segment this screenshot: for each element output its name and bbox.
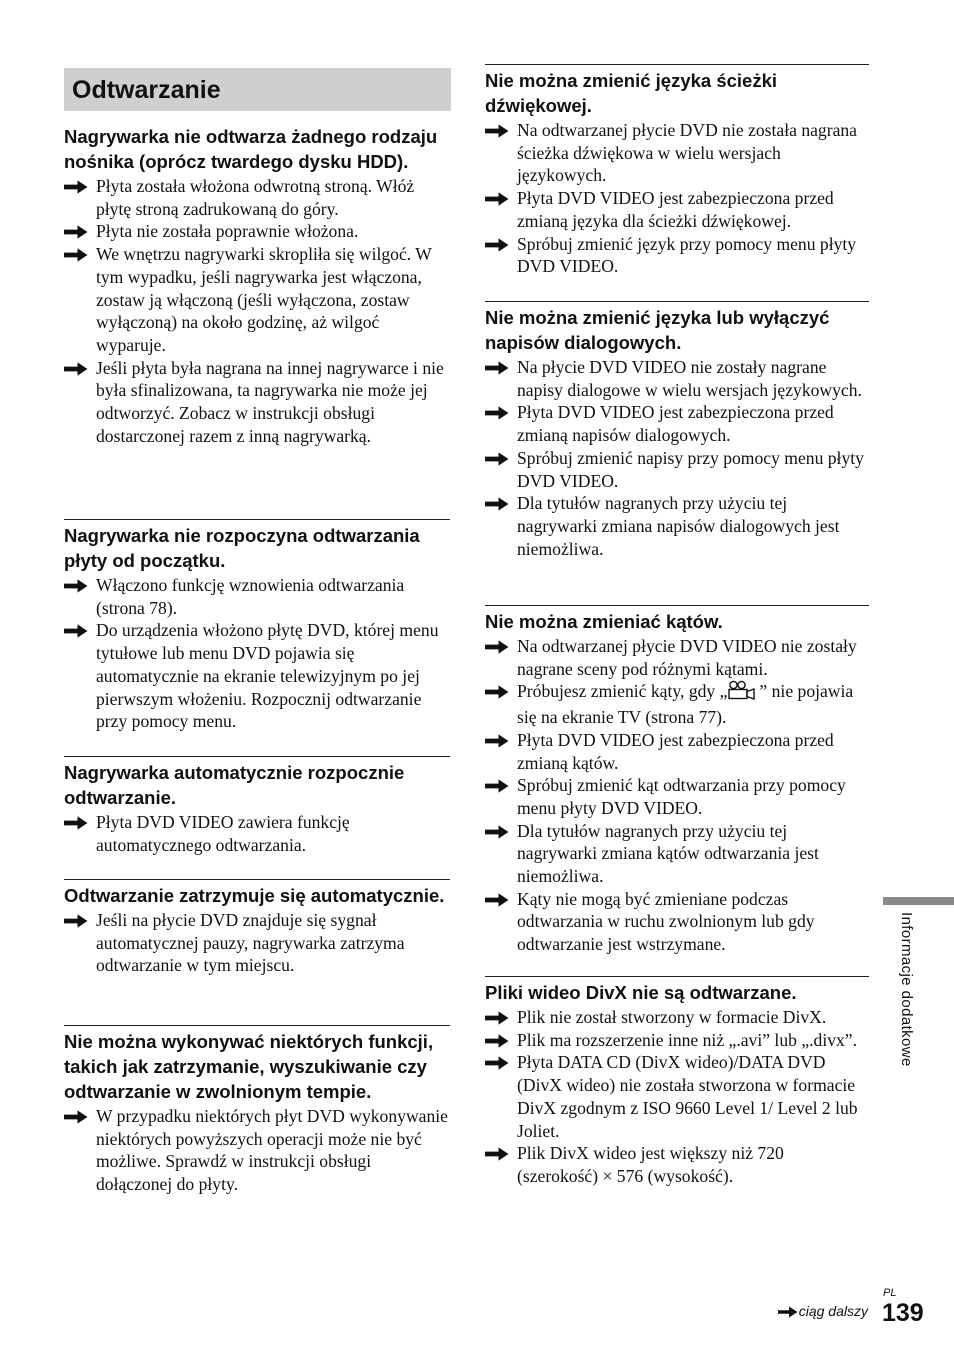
troubleshooting-entry — [485, 605, 869, 956]
solution-item — [485, 119, 869, 187]
solution-item — [485, 187, 869, 232]
troubleshooting-entry — [64, 124, 450, 447]
solution-item — [485, 774, 869, 819]
solution-item — [485, 1006, 869, 1029]
entry-solutions — [64, 175, 450, 447]
entry-solutions — [64, 1105, 450, 1196]
video-camera-icon — [727, 680, 759, 706]
right-arrow-icon — [485, 779, 509, 793]
solution-item — [64, 619, 450, 733]
right-arrow-icon — [485, 893, 509, 907]
section-title: Odtwarzanie — [72, 76, 221, 104]
side-tab-marker — [883, 897, 954, 905]
solution-item — [64, 357, 450, 448]
solution-text: Dla tytułów nagranych przy użyciu tej nagrywarki zmiana napisów dialogowych jest niemożliwa. — [517, 493, 840, 559]
right-arrow-icon — [64, 362, 88, 376]
entry-heading: Nagrywarka automatycznie rozpocznie odtwarzanie. — [64, 762, 405, 808]
solution-item — [64, 1105, 450, 1196]
solution-text: Płyta DVD VIDEO zawiera funkcję automatycznego odtwarzania. — [96, 812, 350, 855]
solution-text: Włączono funkcję wznowienia odtwarzania (strona 78). — [96, 575, 405, 618]
right-arrow-icon — [64, 1110, 88, 1124]
solution-text: Spróbuj zmienić kąt odtwarzania przy pomocy menu płyty DVD VIDEO. — [517, 775, 846, 818]
right-arrow-icon — [485, 452, 509, 466]
right-arrow-icon — [64, 248, 88, 262]
solution-item — [485, 680, 869, 728]
right-arrow-icon — [485, 1147, 509, 1161]
solution-text: Próbujesz zmienić kąty, gdy „ — [517, 681, 728, 702]
section-title-bar — [64, 68, 451, 111]
page-number: 139 — [882, 1299, 924, 1327]
entry-solutions — [485, 635, 869, 956]
solution-item — [64, 175, 450, 220]
continued-note — [778, 1302, 868, 1322]
right-arrow-icon — [485, 124, 509, 138]
right-arrow-icon — [485, 361, 509, 375]
solution-item — [485, 888, 869, 956]
entry-heading: Nie można wykonywać niektórych funkcji, takich jak zatrzymanie, wyszukiwanie czy odtwarzanie w zwolnionym tempie. — [64, 1031, 434, 1102]
right-arrow-icon — [64, 624, 88, 638]
solution-item — [485, 635, 869, 680]
solution-item — [485, 1029, 869, 1052]
solution-text: Płyta DATA CD (DivX wideo)/DATA DVD (DivX wideo) nie została stworzona w formacie DivX zgodnym z ISO 9660 Level 1/ Level 2 lub Joliet. — [517, 1052, 858, 1141]
solution-item — [485, 729, 869, 774]
solution-text: Płyta DVD VIDEO jest zabezpieczona przed zmianą języka dla ścieżki dźwiękowej. — [517, 188, 834, 231]
right-arrow-icon — [64, 180, 88, 194]
side-tab-label: Informacje dodatkowe — [898, 912, 915, 1067]
entry-heading: Nie można zmienić języka lub wyłączyć napisów dialogowych. — [485, 307, 830, 353]
right-arrow-icon — [64, 579, 88, 593]
solution-item — [485, 233, 869, 278]
solution-item — [64, 574, 450, 619]
solution-item — [64, 220, 450, 243]
solution-text: Na płycie DVD VIDEO nie zostały nagrane napisy dialogowe w wielu wersjach językowych. — [517, 357, 862, 400]
right-arrow-icon — [64, 225, 88, 239]
right-arrow-icon — [64, 914, 88, 928]
troubleshooting-entry — [64, 519, 450, 733]
solution-text: W przypadku niektórych płyt DVD wykonywanie niektórych powyższych operacji może nie być możliwe. Sprawdź w instrukcji obsługi dołączonej do płyty. — [96, 1106, 448, 1195]
solution-text: Płyta nie została poprawnie włożona. — [96, 221, 359, 242]
solution-item — [485, 820, 869, 888]
right-arrow-icon — [485, 406, 509, 420]
right-arrow-icon — [485, 1034, 509, 1048]
entry-solutions — [485, 356, 869, 560]
solution-item — [485, 1142, 869, 1187]
solution-text: ” nie pojawia się na ekranie TV (strona 77). — [517, 681, 854, 728]
entry-heading: Nagrywarka nie rozpoczyna odtwarzania płyty od początku. — [64, 525, 420, 571]
troubleshooting-entry — [64, 756, 450, 856]
solution-text: Plik nie został stworzony w formacie DivX. — [517, 1007, 827, 1027]
solution-item — [485, 1051, 869, 1142]
solution-item — [485, 447, 869, 492]
entry-solutions — [64, 811, 450, 856]
entry-heading: Nie można zmienić języka ścieżki dźwiękowej. — [485, 70, 778, 116]
troubleshooting-entry — [64, 1025, 450, 1196]
right-arrow-icon — [485, 192, 509, 206]
solution-item — [485, 356, 869, 401]
solution-text: Na odtwarzanej płycie DVD nie została nagrana ścieżka dźwiękowa w wielu wersjach językowych. — [517, 120, 857, 186]
solution-text: Dla tytułów nagranych przy użyciu tej nagrywarki zmiana kątów odtwarzania jest niemożliwa. — [517, 820, 819, 887]
solution-text: Do urządzenia włożono płytę DVD, której menu tytułowe lub menu DVD pojawia się automatycznie na ekranie telewizyjnym po jej pierwszym włożeniu. Rozpocznij odtwarzanie przy pomocy menu. — [96, 620, 439, 732]
troubleshooting-entry — [485, 301, 869, 560]
troubleshooting-entry — [485, 976, 869, 1188]
right-arrow-icon — [485, 1056, 509, 1070]
troubleshooting-entry — [64, 879, 450, 977]
solution-text: Na odtwarzanej płycie DVD VIDEO nie zostały nagrane sceny pod różnymi kątami. — [517, 636, 857, 679]
entry-heading: Nagrywarka nie odtwarza żadnego rodzaju nośnika (oprócz twardego dysku HDD). — [64, 126, 438, 172]
solution-text: Jeśli na płycie DVD znajduje się sygnał automatycznej pauzy, nagrywarka zatrzyma odtwarzanie w tym miejscu. — [96, 910, 405, 976]
continued-label: ciąg dalszy — [798, 1303, 868, 1319]
right-arrow-icon — [485, 640, 509, 654]
solution-item — [485, 492, 869, 560]
solution-item — [64, 909, 450, 977]
right-arrow-icon — [485, 238, 509, 252]
solution-text: Jeśli płyta była nagrana na innej nagrywarce i nie była sfinalizowana, ta nagrywarka nie może jej odtworzyć. Zobacz w instrukcji obsługi dostarczonej razem z inną nagrywarką. — [96, 357, 444, 446]
solution-text: Plik DivX wideo jest większy niż 720 (szerokość) × 576 (wysokość). — [517, 1143, 784, 1186]
entry-heading: Nie można zmieniać kątów. — [485, 611, 723, 632]
right-arrow-icon — [485, 825, 509, 839]
solution-text: Kąty nie mogą być zmieniane podczas odtwarzania w ruchu zwolnionym lub gdy odtwarzanie jest wstrzymane. — [517, 888, 815, 955]
solution-item — [485, 401, 869, 446]
entry-solutions — [485, 119, 869, 278]
right-arrow-icon — [64, 816, 88, 830]
solution-text: Plik ma rozszerzenie inne niż „.avi” lub „.divx”. — [517, 1029, 858, 1050]
solution-item — [64, 811, 450, 856]
right-arrow-icon — [485, 497, 509, 511]
right-arrow-icon — [485, 734, 509, 748]
right-arrow-icon — [485, 685, 509, 699]
language-label: PL — [883, 1287, 897, 1299]
solution-text: We wnętrzu nagrywarki skropliła się wilgoć. W tym wypadku, jeśli nagrywarka jest włączona, zostaw ją włączoną (jeśli wyłączona, zostaw wyłączoną) na około godzinę, aż wilgoć wyparuje. — [96, 244, 432, 355]
solution-text: Płyta DVD VIDEO jest zabezpieczona przed zmianą kątów. — [517, 729, 834, 773]
solution-item — [64, 243, 450, 357]
entry-solutions — [485, 1006, 869, 1188]
entry-solutions — [64, 909, 450, 977]
solution-text: Płyta DVD VIDEO jest zabezpieczona przed zmianą napisów dialogowych. — [517, 402, 834, 446]
solution-text: Spróbuj zmienić język przy pomocy menu płyty DVD VIDEO. — [517, 233, 857, 277]
solution-text: Płyta została włożona odwrotną stroną. Włóż płytę stroną zadrukowaną do góry. — [96, 176, 415, 219]
right-arrow-icon — [778, 1304, 798, 1322]
entry-solutions — [64, 574, 450, 733]
solution-text: Spróbuj zmienić napisy przy pomocy menu płyty DVD VIDEO. — [517, 447, 864, 491]
right-arrow-icon — [485, 1011, 509, 1025]
entry-heading: Pliki wideo DivX nie są odtwarzane. — [485, 982, 797, 1003]
troubleshooting-entry — [485, 64, 869, 278]
entry-heading: Odtwarzanie zatrzymuje się automatycznie. — [64, 885, 445, 906]
